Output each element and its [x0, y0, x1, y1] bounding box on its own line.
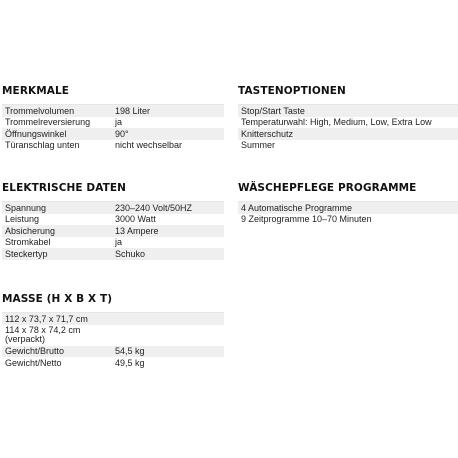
list-item: Summer: [238, 140, 458, 152]
row-value: nicht wechselbar: [115, 140, 183, 150]
row-value: Schuko: [115, 248, 146, 259]
row-label: Türanschlag unten: [5, 140, 80, 150]
row-label: Gewicht/Brutto: [5, 346, 65, 356]
list-item: Stop/Start Taste: [238, 105, 458, 117]
list-item: 9 Zeitprogramme 10–70 Minuten: [238, 214, 458, 226]
row-value: 13 Ampere: [115, 225, 159, 236]
merkmale-section: [2, 85, 224, 151]
row-label: 114 x 78 x 74,2 cm (verpackt): [5, 324, 81, 344]
row-label: Öffnungswinkel: [5, 128, 67, 139]
row-label: Gewicht/Netto: [5, 357, 62, 368]
masse-table: [2, 312, 224, 369]
table-row: [2, 214, 224, 226]
merkmale-heading: MERKMALE: [2, 85, 70, 97]
list-item: Knitterschutz: [238, 128, 458, 140]
elektrische-daten-table: [2, 201, 224, 260]
tastenoptionen-section: [238, 85, 458, 151]
row-value: ja: [115, 237, 123, 247]
elektrische-daten-section: [2, 182, 224, 260]
row-value: 3000 Watt: [115, 214, 156, 224]
table-row: [2, 128, 224, 140]
table-row: [2, 140, 224, 152]
row-value: 54,5 kg: [115, 346, 145, 356]
table-row: [2, 202, 224, 214]
row-label: Absicherung: [5, 225, 56, 236]
row-value: 90°: [115, 128, 129, 139]
waeschepflege-section: [238, 182, 458, 225]
row-label: Leistung: [5, 214, 40, 224]
merkmale-table: [2, 104, 224, 151]
row-label: Trommelvolumen: [5, 105, 75, 116]
elektrische-daten-heading: ELEKTRISCHE DATEN: [2, 182, 127, 194]
table-row: [2, 248, 224, 260]
row-label: Spannung: [5, 202, 47, 213]
table-row: [2, 105, 224, 117]
table-row: [2, 225, 224, 237]
table-row: [2, 237, 224, 249]
list-item: Temperaturwahl: High, Medium, Low, Extra Low: [238, 117, 458, 129]
row-value: 49,5 kg: [115, 357, 145, 368]
masse-heading: MASSE (H X B X T): [2, 293, 113, 305]
row-label: Stromkabel: [5, 237, 51, 247]
row-label: Steckertyp: [5, 248, 48, 259]
tastenoptionen-heading: TASTENOPTIONEN: [238, 85, 346, 97]
row-label: 112 x 73,7 x 71,7 cm: [5, 313, 88, 324]
tastenoptionen-list: [238, 104, 458, 151]
list-item: 4 Automatische Programme: [238, 202, 458, 214]
table-row: [2, 117, 224, 129]
row-value: 198 Liter: [115, 105, 151, 116]
table-row: [2, 346, 224, 358]
table-row: [2, 313, 224, 325]
waeschepflege-heading: WÄSCHEPFLEGE PROGRAMME: [238, 182, 417, 194]
table-row: [2, 325, 224, 346]
row-value: ja: [115, 117, 123, 127]
waeschepflege-list: [238, 201, 458, 225]
row-label: Trommelreversierung: [5, 117, 91, 127]
row-value: 230–240 Volt/50HZ: [115, 202, 193, 213]
masse-section: [2, 293, 224, 369]
table-row: [2, 357, 224, 369]
